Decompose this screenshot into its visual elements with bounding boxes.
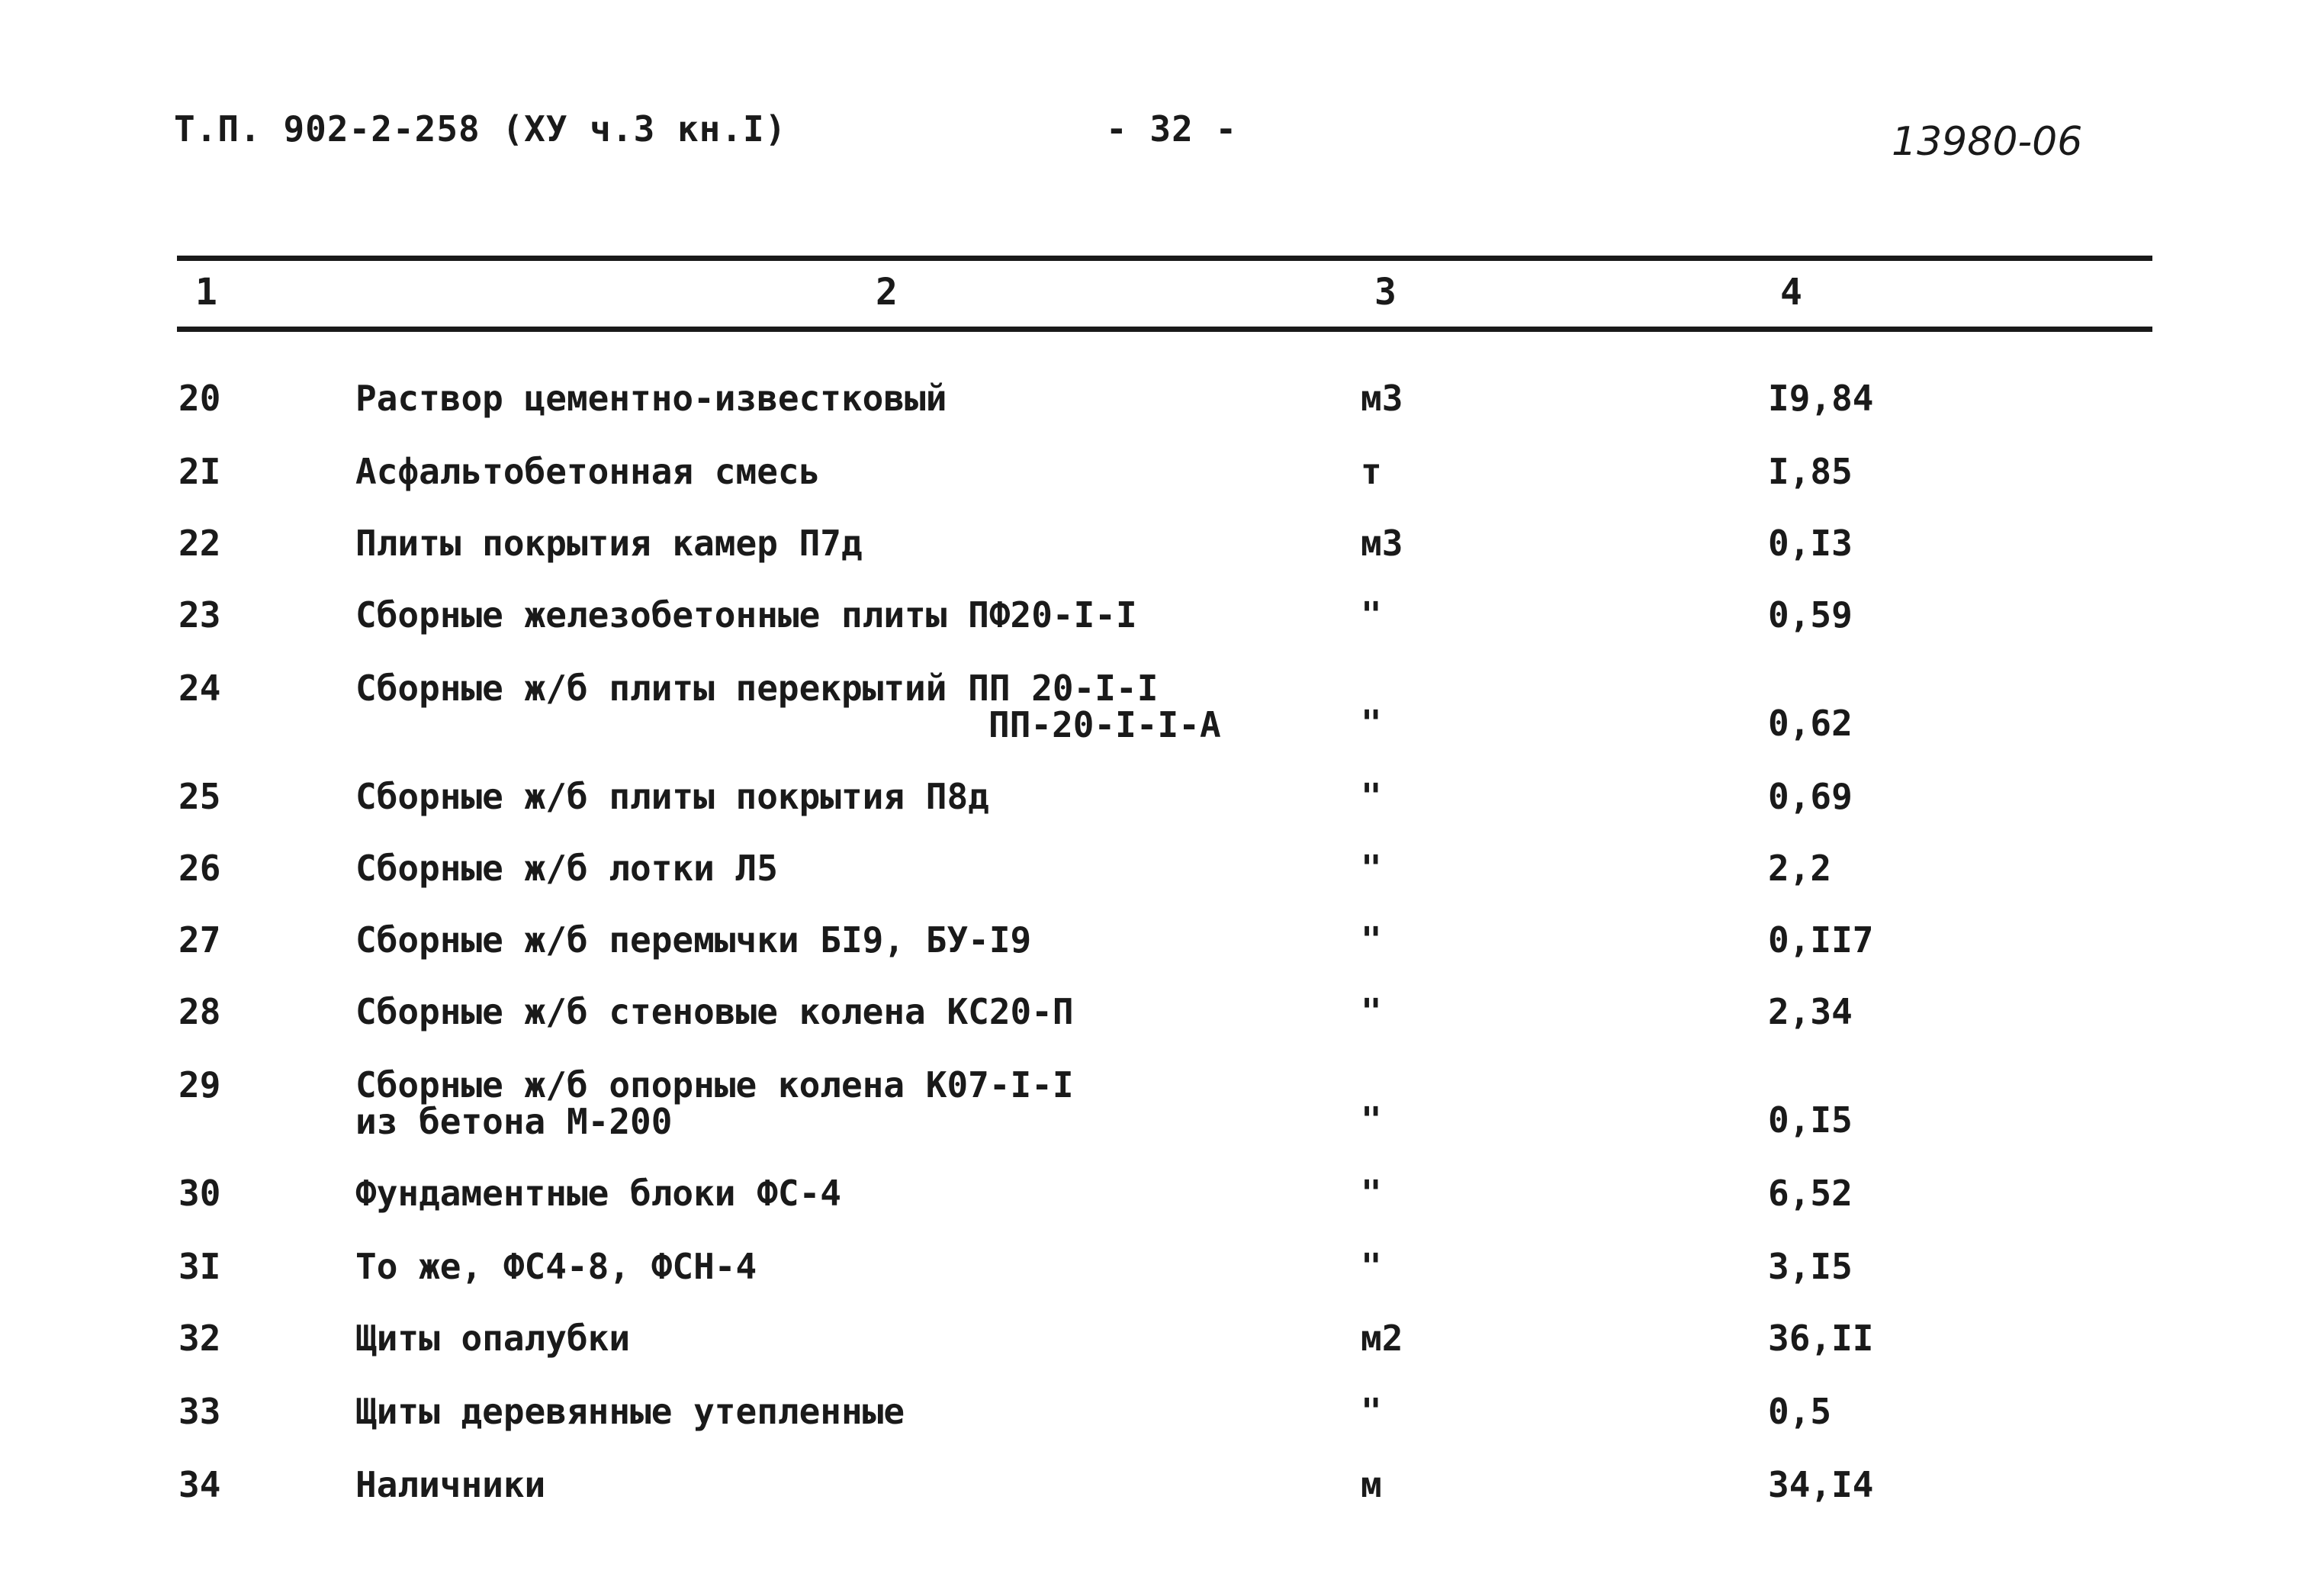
row-name: Фундаментные блоки ФС-4 <box>355 1173 841 1214</box>
row-name: Сборные ж/б плиты перекрытий ПП 20-I-I <box>355 668 1159 709</box>
row-name: То же, ФС4-8, ФСН-4 <box>355 1246 757 1287</box>
row-quantity: 6,52 <box>1768 1173 1853 1214</box>
page-number: - 32 - <box>1106 108 1238 150</box>
row-number: 34 <box>178 1464 221 1505</box>
archive-number: 13980-06 <box>1892 119 2083 165</box>
row-name: Асфальтобетонная смесь <box>355 451 821 492</box>
row-name-continuation: ПП-20-I-I-А <box>988 704 1221 745</box>
row-quantity: 0,I3 <box>1768 523 1853 564</box>
row-number: 3I <box>178 1246 221 1287</box>
column-header-2: 2 <box>876 271 898 314</box>
row-name: Сборные ж/б перемычки БI9, БУ-I9 <box>355 919 1032 961</box>
row-unit: " <box>1361 594 1382 636</box>
row-quantity: 0,62 <box>1768 703 1853 744</box>
row-name-block <box>355 670 1347 743</box>
row-unit: " <box>1361 1099 1382 1141</box>
row-number: 25 <box>178 776 221 817</box>
row-name: Сборные железобетонные плиты ПФ20-I-I <box>355 594 1137 636</box>
row-unit: " <box>1361 703 1382 744</box>
row-quantity: 2,2 <box>1768 848 1832 889</box>
row-name-block <box>355 1064 1347 1142</box>
row-number: 29 <box>178 1064 221 1106</box>
row-quantity: I9,84 <box>1768 378 1874 419</box>
row-name: Наличники <box>355 1464 546 1505</box>
row-quantity: 0,69 <box>1768 776 1853 817</box>
row-quantity: 0,I5 <box>1768 1099 1853 1141</box>
row-name: Плиты покрытия камер П7д <box>355 523 863 564</box>
row-quantity: 0,II7 <box>1768 919 1874 961</box>
row-unit: м3 <box>1361 378 1403 419</box>
row-number: 30 <box>178 1173 221 1214</box>
row-number: 2I <box>178 451 221 492</box>
row-unit: " <box>1361 991 1382 1032</box>
row-unit: " <box>1361 848 1382 889</box>
row-unit: " <box>1361 919 1382 961</box>
table-header-rule <box>177 327 2152 332</box>
row-unit: " <box>1361 776 1382 817</box>
row-number: 26 <box>178 848 221 889</box>
row-name: Сборные ж/б плиты покрытия П8д <box>355 776 989 817</box>
row-unit: м2 <box>1361 1318 1403 1359</box>
row-quantity: 34,I4 <box>1768 1464 1874 1505</box>
row-quantity: 0,59 <box>1768 594 1853 636</box>
row-unit: " <box>1361 1173 1382 1214</box>
row-name: Раствор цементно-известковый <box>355 378 947 419</box>
row-quantity: 0,5 <box>1768 1391 1832 1432</box>
row-unit: " <box>1361 1246 1382 1287</box>
column-header-3: 3 <box>1374 271 1397 314</box>
column-header-4: 4 <box>1780 271 1802 314</box>
row-quantity: 2,34 <box>1768 991 1853 1032</box>
row-number: 32 <box>178 1318 221 1359</box>
row-quantity: 3,I5 <box>1768 1246 1853 1287</box>
row-name: Щиты деревянные утепленные <box>355 1391 905 1432</box>
row-unit: т <box>1361 451 1382 492</box>
row-name: Сборные ж/б опорные колена К07-I-I <box>355 1064 1074 1106</box>
row-name: Щиты опалубки <box>355 1318 631 1359</box>
row-number: 27 <box>178 919 221 961</box>
row-number: 24 <box>178 668 221 709</box>
column-header-1: 1 <box>195 271 217 314</box>
row-number: 33 <box>178 1391 221 1432</box>
row-number: 23 <box>178 594 221 636</box>
row-unit: " <box>1361 1391 1382 1432</box>
row-number: 28 <box>178 991 221 1032</box>
row-name: Сборные ж/б стеновые колена КС20-П <box>355 991 1074 1032</box>
table-top-rule <box>177 256 2152 261</box>
row-unit: м <box>1361 1464 1382 1505</box>
row-quantity: I,85 <box>1768 451 1853 492</box>
row-quantity: 36,II <box>1768 1318 1874 1359</box>
row-number: 20 <box>178 378 221 419</box>
row-unit: м3 <box>1361 523 1403 564</box>
row-number: 22 <box>178 523 221 564</box>
document-reference: Т.П. 902-2-258 (ХУ ч.3 кн.I) <box>174 108 787 150</box>
row-name-continuation: из бетона М-200 <box>355 1101 673 1142</box>
row-name: Сборные ж/б лотки Л5 <box>355 848 778 889</box>
